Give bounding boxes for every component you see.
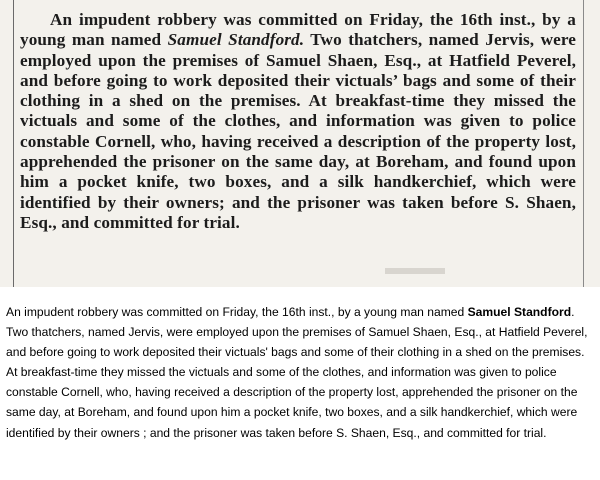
clipping-text-part2: Two thatchers, named Jervis, were employed upon the premises of Samuel Shaen, Esq., at Hatfield Peverel, and before going to work deposited their victuals’ bags and some of their clothing in a shed on the premises. At breakfast-time they missed the victuals and some of the clothes, and information was given to police constable Cornell, who, having received a description of the property lost, apprehended the prisoner on the same day, at Boreham, and found upon him a pocket knife, two boxes, and a silk handkerchief, which were identified by their owners; and the prisoner was taken before S. Shaen, Esq., and committed for trial.	[20, 30, 576, 232]
transcription-text-part2: . Two thatchers, named Jervis, were employed upon the premises of Samuel Shaen, Esq., at Hatfield Peverel, and before going to work deposited their victuals' bags and some of their clothing in a shed on the premises. At breakfast-time they missed the victuals and some of the clothes, and information was given to police constable Cornell, who, having received a description of the property lost, apprehended the prisoner on the same day, at Boreham, and found upon him a pocket knife, two boxes, and a silk handkerchief, which were identified by their owners ; and the prisoner was taken before S. Shaen, Esq., and committed for trial.	[6, 305, 588, 440]
clipping-name: Samuel Standford.	[167, 30, 305, 50]
column-rule-left	[13, 0, 14, 287]
transcription-paragraph	[6, 302, 596, 443]
clipping-paragraph	[20, 10, 576, 233]
transcription-name: Samuel Standford	[467, 305, 572, 319]
column-rule-right	[583, 0, 584, 287]
clipping-text-part1: An impudent robbery was committed on Friday, the 16th inst., by a young man named	[20, 10, 576, 50]
transcription-text-part1: An impudent robbery was committed on Friday, the 16th inst., by a young man named	[6, 305, 468, 319]
print-smudge	[385, 268, 445, 274]
